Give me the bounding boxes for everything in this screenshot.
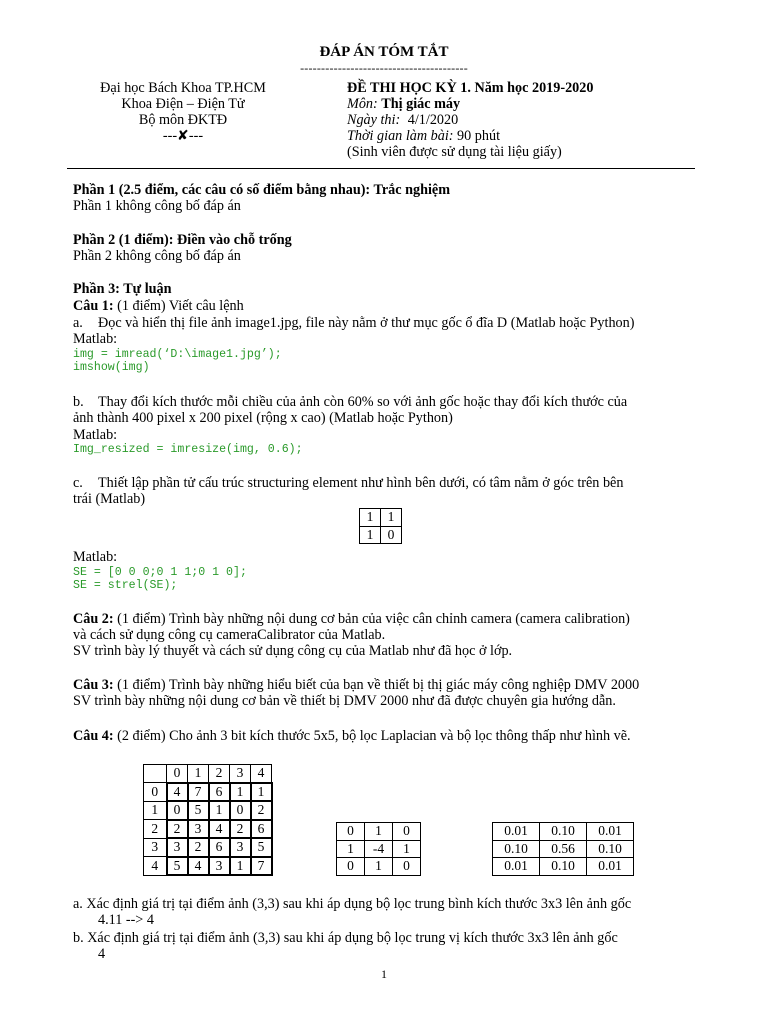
table-row [337,858,421,876]
q3-text1: (1 điểm) Trình bày những hiểu biết của bạn về thiết bị thị giác máy công nghiệp DMV 2000 [117,677,640,693]
table-row [144,765,272,783]
pixel-cell: 0 [167,801,188,820]
q1c-label: c. [73,475,83,491]
filter-cell: 1 [393,840,421,858]
q1b-matlab-label: Matlab: [73,427,118,443]
pixel-cell: 2 [230,820,251,839]
structuring-element-table [359,508,402,544]
q4-label: Câu 4: [73,728,114,744]
pixel-cell: 4 [167,783,188,802]
q1b-label: b. [73,394,84,410]
row-header: 3 [144,838,167,857]
date-line [347,112,458,129]
title-dashes: ---------------------------------------- [300,61,468,75]
part3-heading: Phần 3: Tự luận [73,281,172,297]
filter-cell: 1 [337,840,365,858]
q2-text3: SV trình bày lý thuyết và cách sử dụng công cụ của Matlab như đã học ở lớp. [73,643,513,659]
q4b-text: b. Xác định giá trị tại điểm ảnh (3,3) sau khi áp dụng bộ lọc trung vị kích thước 3x3 lên ảnh gốc [73,930,618,946]
row-header: 1 [144,801,167,820]
date-label: Ngày thi: [347,112,401,128]
time-value: 90 phút [457,128,501,144]
ornament: ---✘--- [162,128,204,144]
q2-text2: và cách sử dụng công cụ cameraCalibrator của Matlab. [73,627,386,643]
subject-value: Thị giác máy [381,96,461,112]
pixel-cell: 6 [251,820,272,839]
pixel-cell: 4 [209,820,230,839]
table-row [144,801,272,820]
filter-cell: 0.56 [540,840,587,858]
col-header: 4 [251,765,272,783]
q4-text1: (2 điểm) Cho ảnh 3 bit kích thước 5x5, bộ lọc Laplacian và bộ lọc thông thấp như hình vẽ. [117,728,631,744]
filter-cell: 1 [365,823,393,841]
pixel-cell: 2 [167,820,188,839]
se-cell: 0 [381,526,402,544]
q4b-answer: 4 [98,946,106,962]
page-number: 1 [381,967,387,981]
col-header: 0 [167,765,188,783]
pixel-cell: 7 [188,783,209,802]
table-row [144,820,272,839]
laplacian-filter-table [336,822,421,876]
q3-line1 [73,677,639,694]
q4-line1 [73,728,631,745]
part2-heading: Phần 2 (1 điểm): Điền vào chỗ trống [73,232,292,248]
q1c-code-line2: SE = strel(SE); [73,579,178,592]
filter-cell: 0 [393,858,421,876]
q1b-text2: ảnh thành 400 pixel x 200 pixel (rộng x cao) (Matlab hoặc Python) [73,410,453,426]
col-header: 1 [188,765,209,783]
pixel-cell: 5 [251,838,272,857]
q1a-text: Đọc và hiển thị file ảnh image1.jpg, file này nằm ở thư mục gốc ổ đĩa D (Matlab hoặc Python) [98,315,635,331]
pixel-cell: 4 [188,857,209,876]
q1a-code-line2: imshow(img) [73,361,150,374]
filter-cell: 0.10 [587,840,634,858]
part1-heading: Phần 1 (2.5 điểm, các câu có số điểm bằng nhau): Trắc nghiệm [73,182,451,198]
pixel-cell: 5 [167,857,188,876]
pixel-cell: 2 [188,838,209,857]
filter-cell: 1 [365,858,393,876]
q1-label: Câu 1: [73,298,114,314]
q1c-matlab-label: Matlab: [73,549,118,565]
row-header: 4 [144,857,167,876]
q1-line [73,298,244,315]
filter-cell: 0 [393,823,421,841]
faculty-name: Khoa Điện – Điện Tử [121,96,245,112]
filter-cell: 0.01 [587,823,634,841]
col-header: 3 [230,765,251,783]
pixel-cell: 3 [188,820,209,839]
subject-label: Môn: [347,96,378,112]
pixel-cell: 6 [209,838,230,857]
lowpass-filter-table [492,822,634,876]
filter-cell: -4 [365,840,393,858]
exam-note: (Sinh viên được sử dụng tài liệu giấy) [347,144,562,160]
pixel-cell: 6 [209,783,230,802]
filter-cell: 0.01 [587,858,634,876]
pixel-cell: 1 [251,783,272,802]
q2-label: Câu 2: [73,611,114,627]
pixel-cell: 1 [230,857,251,876]
pixel-cell: 2 [251,801,272,820]
filter-cell: 0.01 [493,858,540,876]
table-row [493,840,634,858]
pixel-cell: 3 [209,857,230,876]
pixel-cell: 3 [230,838,251,857]
table-row [144,857,272,876]
se-cell: 1 [381,509,402,527]
image-matrix-table [143,764,273,876]
filter-cell: 0.10 [540,823,587,841]
pixel-cell: 1 [209,801,230,820]
filter-cell: 0 [337,823,365,841]
exam-title: ĐỀ THI HỌC KỲ 1. Năm học 2019-2020 [347,80,594,96]
q3-text2: SV trình bày những nội dung cơ bản về thiết bị DMV 2000 như đã được chuyên gia hướng dẫn. [73,693,616,709]
q2-text1: (1 điểm) Trình bày những nội dung cơ bản của việc cân chỉnh camera (camera calibration) [117,611,630,627]
q1c-code-line1: SE = [0 0 0;0 1 1;0 1 0]; [73,566,247,579]
q1a-label: a. [73,315,83,331]
pixel-cell: 3 [167,838,188,857]
part2-text: Phần 2 không công bố đáp án [73,248,241,264]
table-row [493,858,634,876]
q1b-text1: Thay đổi kích thước mỗi chiều của ảnh còn 60% so với ảnh gốc hoặc thay đổi kích thước của [98,394,628,410]
q1b-code-line1: Img_resized = imresize(img, 0.6); [73,443,303,456]
pixel-cell: 1 [230,783,251,802]
se-cell: 1 [360,526,381,544]
doc-title: ĐÁP ÁN TÓM TẮT [319,44,449,60]
table-row [337,840,421,858]
row-header: 0 [144,783,167,802]
table-row [144,783,272,802]
q4a-text: a. Xác định giá trị tại điểm ảnh (3,3) sau khi áp dụng bộ lọc trung bình kích thước 3x3 lên ảnh gốc [73,896,632,912]
se-cell: 1 [360,509,381,527]
q1c-text2: trái (Matlab) [73,491,146,507]
row-header: 2 [144,820,167,839]
table-row [337,823,421,841]
time-label: Thời gian làm bài: [347,128,454,144]
q2-line1 [73,611,630,628]
time-line [347,128,500,145]
pixel-cell: 7 [251,857,272,876]
subject-line [347,96,460,113]
col-header: 2 [209,765,230,783]
filter-cell: 0.01 [493,823,540,841]
department-name: Bộ môn ĐKTĐ [138,112,228,128]
table-row [493,823,634,841]
table-row [360,526,402,544]
filter-cell: 0.10 [540,858,587,876]
pixel-cell: 5 [188,801,209,820]
corner-cell [144,765,167,783]
q4a-answer: 4.11 --> 4 [98,912,154,928]
part1-text: Phần 1 không công bố đáp án [73,198,241,214]
date-value: 4/1/2020 [407,112,459,128]
header-divider [67,168,695,169]
q1-desc: (1 điểm) Viết câu lệnh [117,298,244,314]
q3-label: Câu 3: [73,677,114,693]
table-row [144,838,272,857]
q1c-text1: Thiết lập phần tử cấu trúc structuring element như hình bên dưới, có tâm nằm ở góc trên bên [98,475,624,491]
filter-cell: 0 [337,858,365,876]
table-row [360,509,402,527]
pixel-cell: 0 [230,801,251,820]
filter-cell: 0.10 [493,840,540,858]
q1a-code-line1: img = imread(‘D:\image1.jpg’); [73,348,282,361]
q1a-matlab-label: Matlab: [73,331,118,347]
university-name: Đại học Bách Khoa TP.HCM [100,80,266,96]
